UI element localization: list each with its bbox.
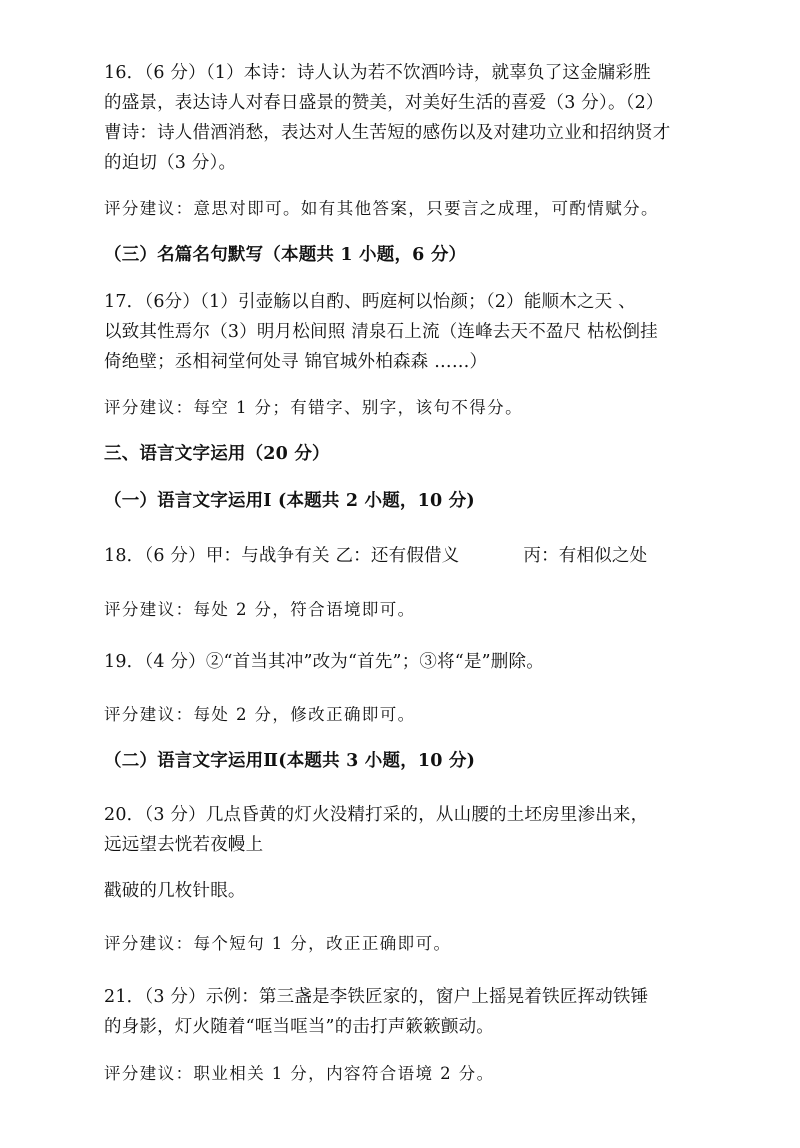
- q18-answer: [104, 545, 724, 567]
- q19-answer: 19．（4 分）②“首当其冲”改为“首先”；③将“是”删除。: [104, 652, 544, 672]
- q17-line-1: 17．（6分）（1）引壶觞以自酌、眄庭柯以怡颜；（2）能顺木之天 、: [104, 292, 636, 312]
- q17-line-2: 以致其性焉尔（3）明月松间照 清泉石上流（连峰去天不盈尺 枯松倒挂: [104, 322, 658, 342]
- q21-scoring-advice: 评分建议：职业相关 1 分，内容符合语境 2 分。: [104, 1064, 495, 1083]
- section-heading-language-use-2: （二）语言文字运用Ⅱ(本题共 3 小题，10 分): [104, 751, 476, 771]
- q18-scoring-advice: 评分建议：每处 2 分，符合语境即可。: [104, 600, 416, 619]
- q18-answer-tail: 丙：有相似之处: [523, 546, 648, 566]
- q20-line-1: 20．（3 分）几点昏黄的灯火没精打采的，从山腰的土坯房里渗出来，: [104, 805, 649, 825]
- section-heading-famous-lines: （三）名篇名句默写（本题共 1 小题，6 分）: [104, 245, 467, 265]
- q20-line-3: 戳破的几枚针眼。: [104, 881, 246, 901]
- q16-scoring-advice: 评分建议：意思对即可。如有其他答案，只要言之成理，可酌情赋分。: [104, 199, 659, 218]
- q16-line-3: 曹诗：诗人借酒消愁，表达对人生苦短的感伤以及对建功立业和招纳贤才: [104, 123, 671, 143]
- q17-scoring-advice: 评分建议：每空 1 分；有错字、别字，该句不得分。: [104, 398, 523, 417]
- part-heading-language-use: 三、语言文字运用（20 分）: [104, 444, 330, 464]
- q20-line-2: 远远望去恍若夜幔上: [104, 835, 264, 855]
- q17-line-3: 倚绝壁；丞相祠堂何处寻 锦官城外柏森森 ……）: [104, 352, 488, 372]
- q16-line-1: 16．（6 分）（1）本诗：诗人认为若不饮酒吟诗，就辜负了这金牖彩胜: [104, 63, 651, 83]
- q19-scoring-advice: 评分建议：每处 2 分，修改正确即可。: [104, 705, 416, 724]
- q20-scoring-advice: 评分建议：每个短句 1 分，改正正确即可。: [104, 934, 452, 953]
- q16-line-4: 的迫切（3 分）。: [104, 153, 237, 173]
- q18-answer-main: 18．（6 分）甲：与战争有关 乙：还有假借义: [104, 546, 460, 566]
- q21-line-2: 的身影，灯火随着“哐当哐当”的击打声簌簌颤动。: [104, 1017, 494, 1037]
- section-heading-language-use-1: （一）语言文字运用Ⅰ (本题共 2 小题，10 分): [104, 491, 475, 511]
- q16-line-2: 的盛景，表达诗人对春日盛景的赞美，对美好生活的喜爱（3 分）。（2）: [104, 93, 664, 113]
- q21-line-1: 21．（3 分）示例：第三盏是李铁匠家的，窗户上摇晃着铁匠挥动铁锤: [104, 987, 649, 1007]
